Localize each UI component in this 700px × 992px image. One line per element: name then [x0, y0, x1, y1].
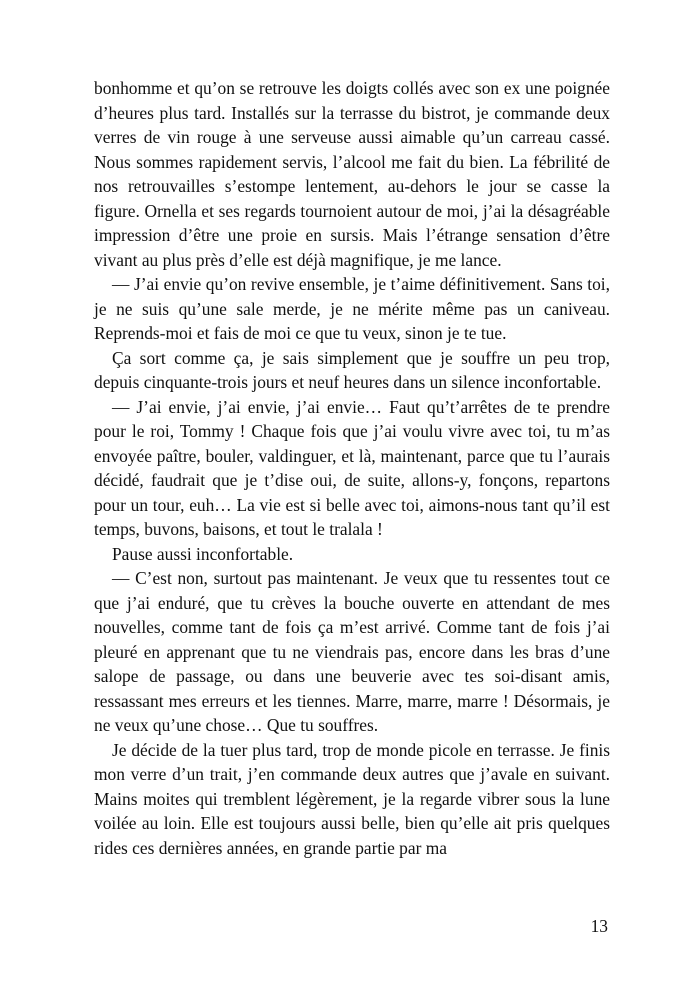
paragraph-2: — J’ai envie qu’on revive ensemble, je t’aime définitivement. Sans toi, je ne suis qu’une sale merde, je ne mérite même pas un caniveau. Reprends-moi et fais de moi ce que tu veux, sinon je te tue.: [94, 274, 610, 343]
paragraph-3: Ça sort comme ça, je sais simplement que je souffre un peu trop, depuis cinquante-trois jours et neuf heures dans un silence inconfortable.: [94, 347, 610, 392]
paragraph-6: — C’est non, surtout pas maintenant. Je veux que tu ressentes tout ce que j’ai enduré, que tu crèves la bouche ouverte en attendant de mes nouvelles, comme tant de fois ça m’est arrivé. Comme tant de fois j’ai pleuré en apprenant que tu ne viendrais pas, encore dans les bras d’une salope de passage, ou dans une beuverie avec tes soi-disant amis, ressassant mes erreurs et les tiennes. Marre, marre, marre ! Désormais, je ne veux qu’une chose… Que tu souffres.: [94, 568, 610, 735]
paragraph-1: bonhomme et qu’on se retrouve les doigts collés avec son ex une poignée d’heures plus tard. Installés sur la terrasse du bistrot, je commande deux verres de vin rouge à une serveuse aussi aimable qu’un carreau cassé. Nous sommes rapidement servis, l’alcool me fait du bien. La fébrilité de nos retrouvailles s’estompe lentement, au-dehors le jour se casse la figure. Ornella et ses regards tournoient autour de moi, j’ai la désagréable impression d’être une proie en sursis. Mais l’étrange sensation d’être vivant au plus près d’elle est déjà magnifique, je me lance.: [94, 78, 610, 270]
page-body: [94, 76, 610, 860]
paragraph-4: — J’ai envie, j’ai envie, j’ai envie… Faut qu’t’arrêtes de te prendre pour le roi, Tommy ! Chaque fois que j’ai voulu vivre avec toi, tu m’as envoyée paître, bouler, valdinguer, et là, maintenant, parce que tu l’aurais décidé, faudrait que je t’dise oui, de suite, allons-y, fonçons, repartons pour un tour, euh… La vie est si belle avec toi, aimons-nous tant qu’il est temps, buvons, baisons, et tout le tralala !: [94, 396, 610, 539]
paragraph-7: Je décide de la tuer plus tard, trop de monde picole en terrasse. Je finis mon verre d’un trait, j’en commande deux autres que j’avale en suivant. Mains moites qui tremblent légèrement, je la regarde vibrer sous la lune voilée au loin. Elle est toujours aussi belle, bien qu’elle ait pris quelques rides ces dernières années, en grande partie par ma: [94, 739, 610, 858]
paragraph-5: Pause aussi inconfortable.: [112, 543, 294, 564]
page-number: 13: [590, 916, 608, 936]
